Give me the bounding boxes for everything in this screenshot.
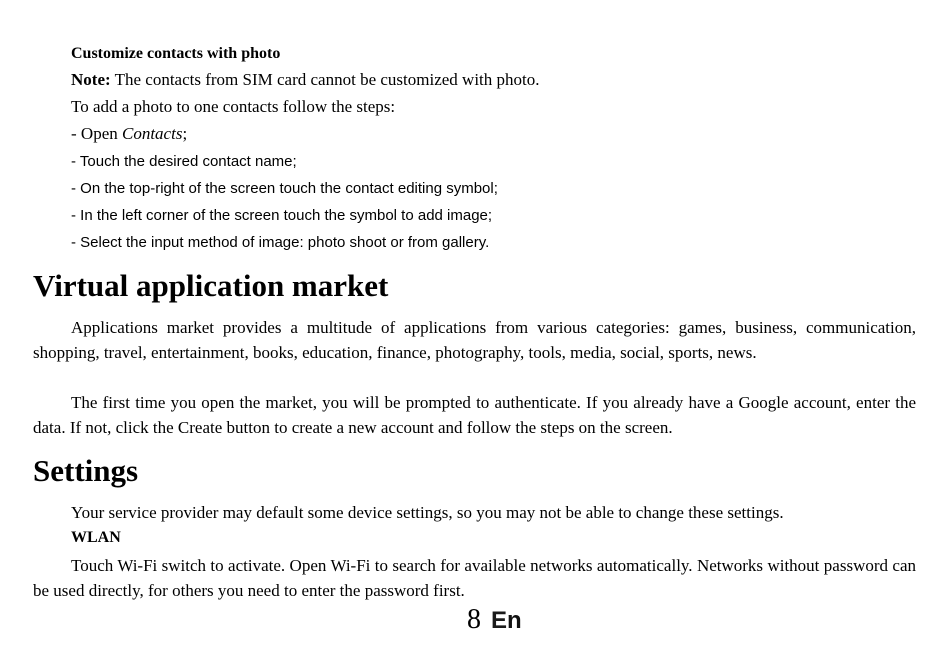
language-code-e: E [491, 607, 508, 634]
photo-intro: To add a photo to one contacts follow the steps: [71, 97, 396, 116]
page-footer [467, 604, 522, 636]
step1-app: Contacts [121, 124, 183, 143]
step-input-method: - Select the input method of image: photo shoot or from gallery. [71, 234, 490, 251]
market-title: Virtual application market [33, 268, 389, 303]
wlan-heading: WLAN [71, 529, 121, 546]
photo-section-heading: Customize contacts with photo [71, 45, 281, 62]
step-open-contacts [71, 124, 187, 144]
market-paragraph-2: The first time you open the market, you will be prompted to authenticate. If you already have a Google account, enter the data. If not, click the Create button to create a new account and follow the steps on the screen. [33, 393, 916, 437]
settings-title: Settings [33, 453, 139, 488]
step1-suffix: ; [182, 124, 188, 143]
step-add-image: - In the left corner of the screen touch the symbol to add image; [71, 207, 493, 224]
settings-intro: Your service provider may default some device settings, so you may not be able to change these settings. [71, 503, 784, 522]
language-code [491, 607, 522, 634]
page-number: 8 [467, 604, 481, 635]
step1-prefix: - Open [71, 124, 122, 143]
market-paragraph-1: Applications market provides a multitude of applications from various categories: games, business, communication, shopping, travel, entertainment, books, education, finance, photography, tools, media, social, sports, news. [33, 318, 916, 362]
note-label: Note: [71, 70, 111, 89]
language-code-n: n [507, 607, 522, 634]
wlan-paragraph: Touch Wi-Fi switch to activate. Open Wi-Fi to search for available networks automatically. Networks without password can be used directly, for others you need to enter the password first. [33, 556, 916, 600]
step-edit-symbol: - On the top-right of the screen touch the contact editing symbol; [71, 180, 498, 197]
step-touch-contact: - Touch the desired contact name; [71, 153, 297, 170]
note-text: The contacts from SIM card cannot be customized with photo. [110, 70, 540, 89]
photo-note [71, 70, 539, 90]
